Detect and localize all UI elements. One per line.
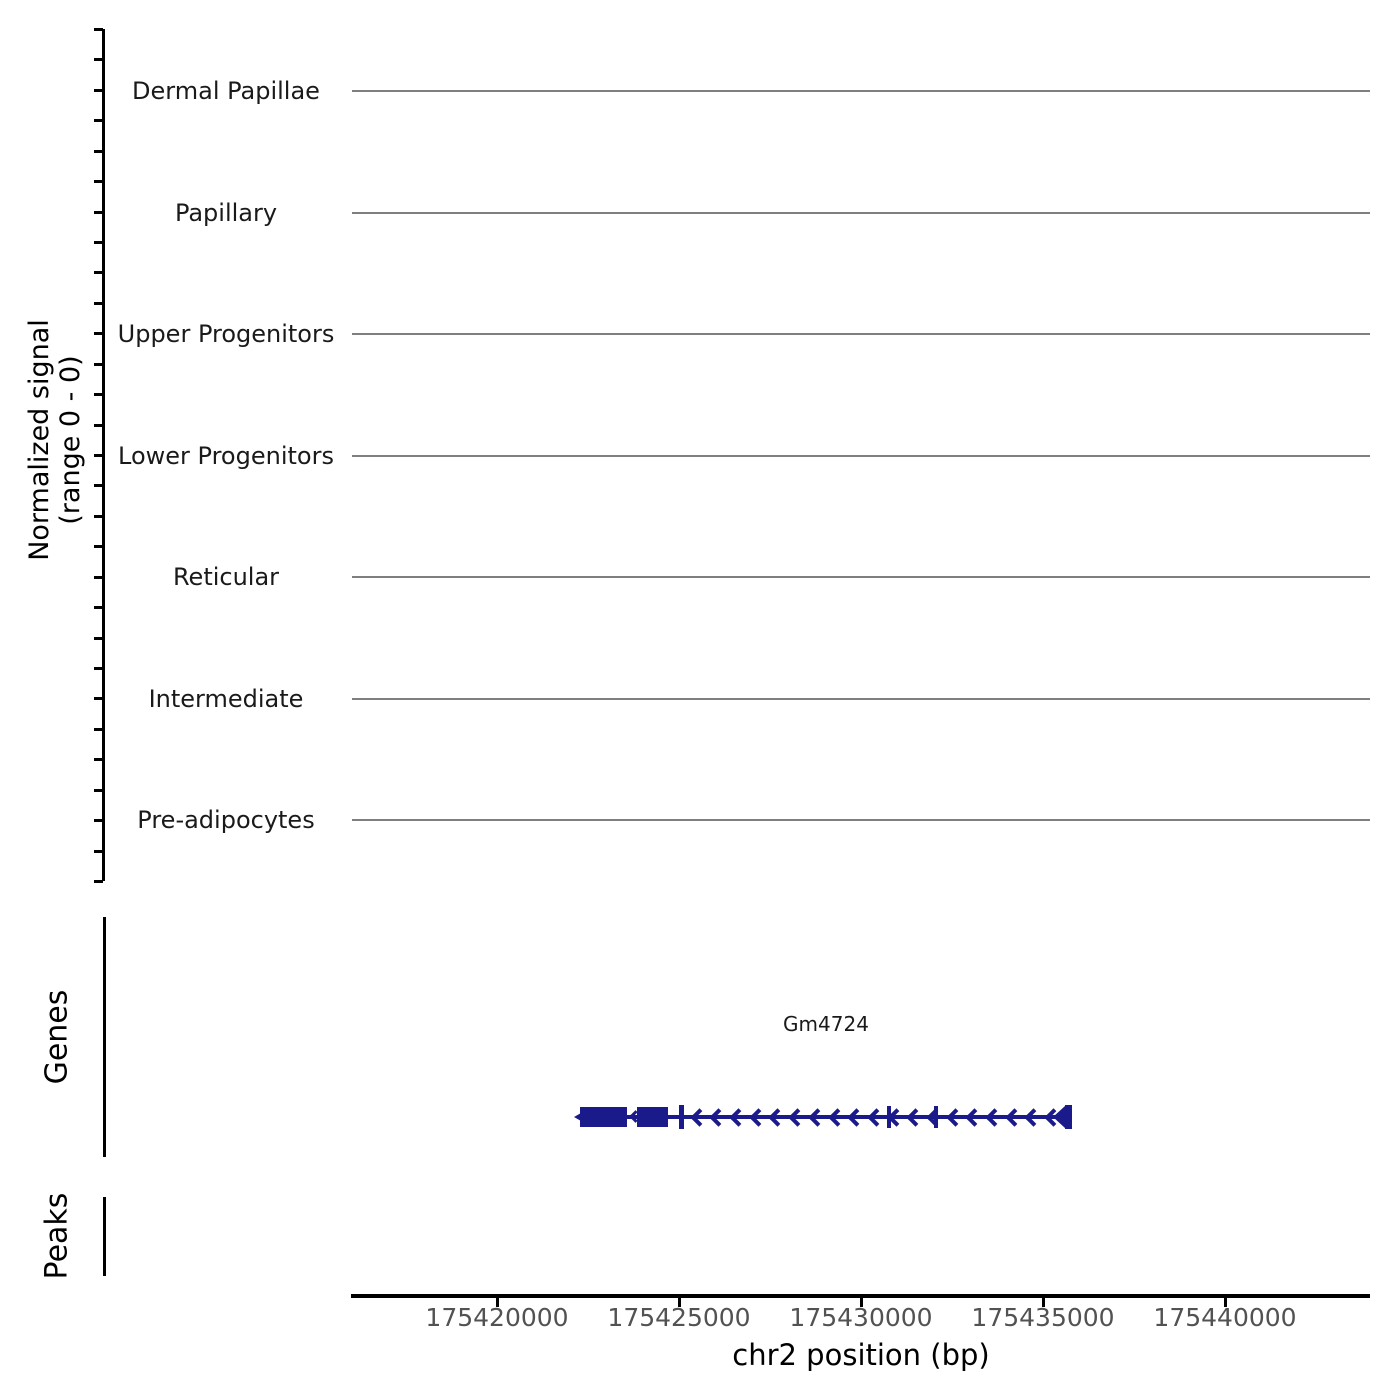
signal-axis-tick bbox=[94, 28, 103, 31]
gene-intron-arrow bbox=[749, 1108, 767, 1126]
gene-intron-arrow bbox=[690, 1108, 708, 1126]
peaks-axis-spine bbox=[103, 1197, 106, 1276]
x-axis-tick-label: 175425000 bbox=[607, 1303, 751, 1332]
gene-intron-arrow bbox=[867, 1108, 885, 1126]
signal-axis-tick bbox=[94, 515, 103, 518]
gene-exon bbox=[1065, 1105, 1072, 1129]
signal-axis-tick bbox=[94, 58, 103, 61]
gene-intron-arrow bbox=[808, 1108, 826, 1126]
gene-intron-arrow bbox=[985, 1108, 1003, 1126]
signal-axis-tick bbox=[94, 393, 103, 396]
gene-intron-arrow bbox=[965, 1108, 983, 1126]
signal-track-label: Upper Progenitors bbox=[117, 320, 335, 348]
signal-axis-tick bbox=[94, 119, 103, 122]
x-axis-tick-label: 175420000 bbox=[425, 1303, 569, 1332]
gene-intron-arrow bbox=[1024, 1108, 1042, 1126]
signal-track-line bbox=[352, 576, 1370, 578]
signal-track-line bbox=[352, 333, 1370, 335]
signal-track-label: Intermediate bbox=[148, 685, 304, 713]
signal-axis-tick bbox=[94, 728, 103, 731]
x-axis-tick-label: 175430000 bbox=[789, 1303, 933, 1332]
signal-axis-tick bbox=[94, 180, 103, 183]
genes-section-label: Genes bbox=[39, 989, 75, 1085]
gene-name-label: Gm4724 bbox=[783, 1012, 869, 1036]
signal-axis-tick bbox=[94, 606, 103, 609]
gene-intron-arrow bbox=[926, 1108, 944, 1126]
signal-axis-tick bbox=[94, 667, 103, 670]
signal-axis-tick bbox=[94, 880, 103, 883]
x-axis-tick-label: 175435000 bbox=[971, 1303, 1115, 1332]
signal-track-line bbox=[352, 819, 1370, 821]
signal-track-line bbox=[352, 455, 1370, 457]
gene-intron-arrow bbox=[768, 1108, 786, 1126]
gene-intron-arrow bbox=[946, 1108, 964, 1126]
signal-axis-tick bbox=[94, 850, 103, 853]
gene-intron-arrow bbox=[788, 1108, 806, 1126]
signal-axis-tick bbox=[94, 789, 103, 792]
signal-track-line bbox=[352, 90, 1370, 92]
signal-track-label: Lower Progenitors bbox=[118, 442, 334, 470]
gene-intron-arrow bbox=[847, 1108, 865, 1126]
gene-intron-arrow bbox=[709, 1108, 727, 1126]
gene-start-arrow bbox=[574, 1113, 581, 1121]
signal-axis-label-line1: Normalized signal bbox=[24, 319, 55, 561]
gene-exon bbox=[580, 1107, 627, 1127]
peaks-section-label: Peaks bbox=[39, 1192, 75, 1280]
signal-axis-tick bbox=[94, 758, 103, 761]
signal-track-line bbox=[352, 698, 1370, 700]
x-axis-title: chr2 position (bp) bbox=[732, 1338, 990, 1372]
signal-axis-tick bbox=[94, 363, 103, 366]
signal-track-label: Dermal Papillae bbox=[132, 77, 320, 105]
signal-axis-tick bbox=[94, 545, 103, 548]
gene-intron-arrow bbox=[906, 1108, 924, 1126]
gene-intron-arrow bbox=[729, 1108, 747, 1126]
signal-axis-tick bbox=[94, 302, 103, 305]
signal-axis-tick bbox=[94, 271, 103, 274]
signal-axis-label-line2: (range 0 - 0) bbox=[55, 355, 86, 525]
signal-axis-tick bbox=[94, 150, 103, 153]
gene-exon bbox=[679, 1105, 684, 1129]
signal-axis-tick bbox=[94, 637, 103, 640]
signal-track-label: Reticular bbox=[172, 563, 280, 591]
gene-strand-arrowhead bbox=[657, 1107, 668, 1127]
x-axis-tick-label: 175440000 bbox=[1153, 1303, 1297, 1332]
signal-axis-label bbox=[24, 319, 86, 561]
signal-track-label: Papillary bbox=[174, 199, 278, 227]
gene-intron-arrow bbox=[1005, 1108, 1023, 1126]
gene-intron-arrow bbox=[828, 1108, 846, 1126]
genes-axis-spine bbox=[103, 917, 106, 1157]
signal-axis-tick bbox=[94, 484, 103, 487]
signal-axis-tick bbox=[94, 241, 103, 244]
signal-track-label: Pre-adipocytes bbox=[137, 806, 315, 834]
signal-track-line bbox=[352, 212, 1370, 214]
signal-axis-tick bbox=[94, 424, 103, 427]
